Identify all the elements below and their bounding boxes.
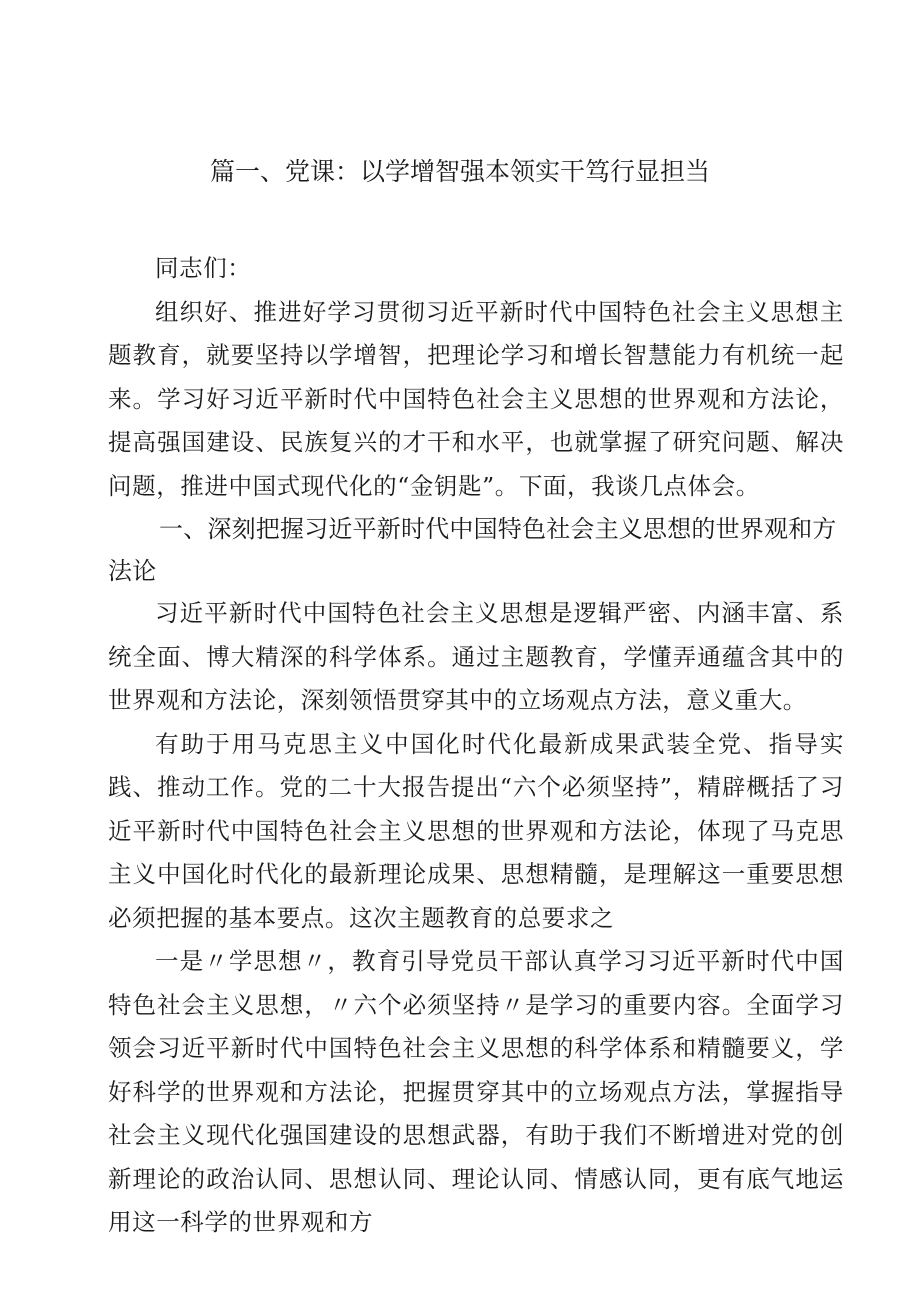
document-body xyxy=(108,247,844,1245)
paragraph-3: 一是〃学思想〃，教育引导党员干部认真学习习近平新时代中国特色社会主义思想，〃六个必须坚持〃是学习的重要内容。全面学习领会习近平新时代中国特色社会主义思想的科学体系和精髓要义，学好科学的世界观和方法论，把握贯穿其中的立场观点方法，掌握指导社会主义现代化强国建设的思想武器，有助于我们不断增进对党的创新理论的政治认同、思想认同、理论认同、情感认同，更有底气地运用这一科学的世界观和方 xyxy=(108,947,844,1236)
section-heading-1: 一、深刻把握习近平新时代中国特色社会主义思想的世界观和方法论 xyxy=(108,515,837,585)
intro-paragraph: 组织好、推进好学习贯彻习近平新时代中国特色社会主义思想主题教育，就要坚持以学增智，把理论学习和增长智慧能力有机统一起来。学习好习近平新时代中国特色社会主义思想的世界观和方法论，提高强国建设、民族复兴的才干和水平，也就掌握了研究问题、解决问题，推进中国式现代化的“金钥匙”。下面，我谈几点体会。 xyxy=(108,297,844,500)
salutation: 同志们： xyxy=(155,254,252,282)
paragraph-2: 有助于用马克思主义中国化时代化最新成果武装全党、指导实践、推动工作。党的二十大报告提出“六个必须坚持”，精辟概括了习近平新时代中国特色社会主义思想的世界观和方法论，体现了马克思主义中国化时代化的最新理论成果、思想精髓，是理解这一重要思想必须把握的基本要点。这次主题教育的总要求之 xyxy=(108,729,844,932)
paragraph-1: 习近平新时代中国特色社会主义思想是逻辑严密、内涵丰富、系统全面、博大精深的科学体系。通过主题教育，学懂弄通蕴含其中的世界观和方法论，深刻领悟贯穿其中的立场观点方法，意义重大。 xyxy=(108,599,844,714)
document-title: 篇一、党课：以学增智强本领实干笃行显担当 xyxy=(209,157,710,186)
